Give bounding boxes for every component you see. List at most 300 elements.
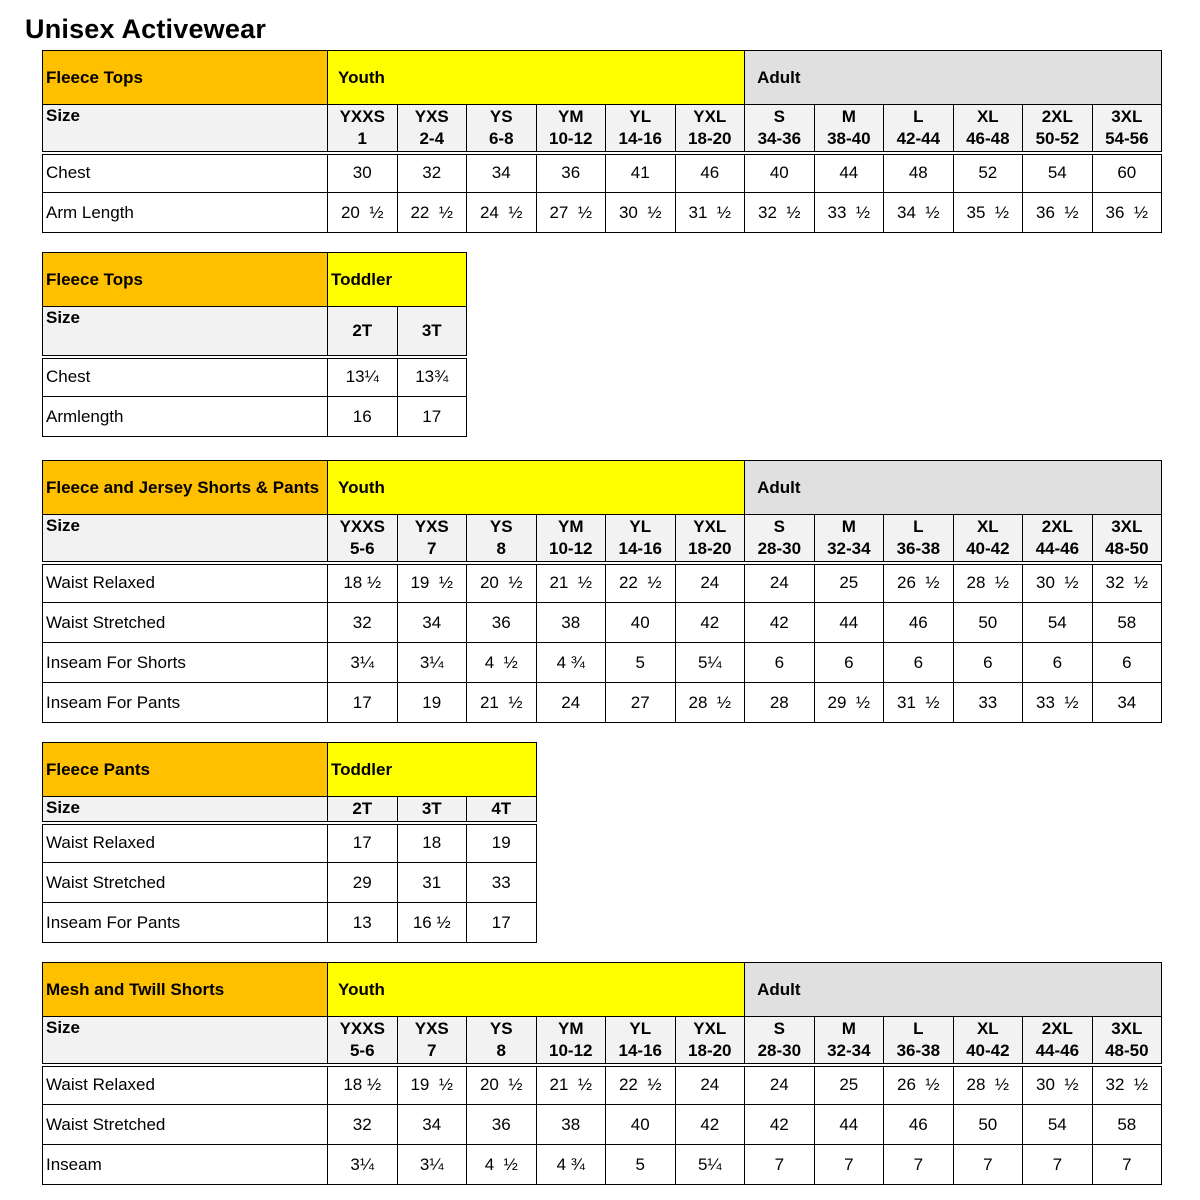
category-title: Fleece and Jersey Shorts & Pants [43, 461, 328, 515]
measurement-cell: 24 [675, 1065, 745, 1105]
table-row-waist-stretched [43, 863, 537, 903]
size-cell [1092, 105, 1162, 153]
size-range: 1 [357, 128, 367, 148]
measurement-cell: 60 [1092, 153, 1162, 193]
measurement-cell: 5¼ [675, 1145, 745, 1185]
measurement-cell: 3¼ [397, 1145, 467, 1185]
measurement-cell: 27 ½ [536, 193, 606, 233]
row-label: Inseam For Pants [43, 683, 328, 723]
measurement-cell: 6 [1023, 643, 1093, 683]
row-label: Waist Relaxed [43, 1065, 328, 1105]
size-cell [675, 1017, 745, 1065]
table-header-row [43, 51, 1162, 105]
measurement-cell: 32 [397, 153, 467, 193]
size-cell [1023, 1017, 1093, 1065]
size-range: 18-20 [688, 1040, 732, 1060]
size-range: 5-6 [349, 1040, 375, 1060]
size-label: Size [43, 515, 328, 563]
measurement-cell: 28 ½ [953, 563, 1023, 603]
measurement-cell: 7 [884, 1145, 954, 1185]
measurement-cell: 30 [328, 153, 398, 193]
measurement-cell: 38 [536, 1105, 606, 1145]
size-range: 46-48 [966, 128, 1010, 148]
size-chart-fleece-tops [42, 50, 1162, 233]
measurement-cell: 40 [606, 603, 676, 643]
measurement-cell: 13 [328, 903, 398, 943]
measurement-cell: 19 ½ [397, 563, 467, 603]
category-title: Fleece Pants [43, 743, 328, 797]
table-row-chest [43, 153, 1162, 193]
size-name: YXXS [339, 106, 385, 126]
size-cell [953, 105, 1023, 153]
youth-group-header: Youth [328, 51, 745, 105]
size-cell [745, 515, 815, 563]
size-range: 28-30 [757, 1040, 802, 1060]
size-cell [536, 1017, 606, 1065]
measurement-cell: 44 [814, 1105, 884, 1145]
table-row-waist-stretched [43, 1105, 1162, 1145]
measurement-cell: 48 [884, 153, 954, 193]
size-name: YXS [414, 106, 449, 126]
size-name: 2XL [1041, 106, 1073, 126]
measurement-cell: 32 [328, 603, 398, 643]
size-cell [397, 515, 467, 563]
measurement-cell: 3¼ [328, 643, 398, 683]
size-range: 32-34 [827, 538, 871, 558]
measurement-cell: 32 ½ [1092, 563, 1162, 603]
size-name: S [773, 106, 785, 126]
size-name: YXXS [339, 516, 385, 536]
measurement-cell: 7 [1092, 1145, 1162, 1185]
measurement-cell: 22 ½ [606, 1065, 676, 1105]
size-cell [397, 105, 467, 153]
measurement-cell: 33 ½ [814, 193, 884, 233]
measurement-cell: 34 [397, 603, 467, 643]
size-name: YL [629, 516, 652, 536]
measurement-cell: 4 ½ [467, 643, 537, 683]
measurement-cell: 17 [328, 683, 398, 723]
measurement-cell: 22 ½ [606, 563, 676, 603]
measurement-cell: 40 [745, 153, 815, 193]
size-cell [814, 1017, 884, 1065]
size-range: 7 [427, 1040, 437, 1060]
size-label: Size [43, 307, 328, 357]
measurement-cell: 6 [1092, 643, 1162, 683]
measurement-cell: 26 ½ [884, 563, 954, 603]
table-row-armlength [43, 397, 467, 437]
row-label: Inseam For Pants [43, 903, 328, 943]
measurement-cell: 25 [814, 563, 884, 603]
size-name: YL [629, 106, 652, 126]
size-range: 14-16 [618, 128, 662, 148]
measurement-cell: 6 [745, 643, 815, 683]
measurement-cell: 26 ½ [884, 1065, 954, 1105]
size-cell [467, 1017, 537, 1065]
size-cell [1023, 515, 1093, 563]
table-header-row [43, 253, 467, 307]
measurement-cell: 17 [328, 823, 398, 863]
measurement-cell: 6 [884, 643, 954, 683]
measurement-cell: 17 [467, 903, 537, 943]
size-cell [1092, 1017, 1162, 1065]
measurement-cell: 38 [536, 603, 606, 643]
toddler-group-header: Toddler [328, 253, 467, 307]
size-cell [397, 797, 467, 823]
row-label: Chest [43, 153, 328, 193]
measurement-cell: 18 ½ [328, 1065, 398, 1105]
measurement-cell: 19 ½ [397, 1065, 467, 1105]
size-range: 14-16 [618, 1040, 662, 1060]
size-chart-fleece-tops [42, 252, 467, 437]
size-cell [606, 1017, 676, 1065]
measurement-cell: 16 ½ [397, 903, 467, 943]
size-range: 38-40 [827, 128, 871, 148]
size-cell [397, 307, 467, 357]
size-cell [397, 1017, 467, 1065]
size-range: 8 [496, 538, 506, 558]
size-cell [745, 1017, 815, 1065]
measurement-cell: 20 ½ [467, 563, 537, 603]
size-cell [467, 105, 537, 153]
measurement-cell: 30 ½ [606, 193, 676, 233]
size-range: 10-12 [549, 538, 593, 558]
adult-group-header: Adult [745, 461, 1162, 515]
row-label: Inseam For Shorts [43, 643, 328, 683]
size-range: 48-50 [1105, 538, 1149, 558]
row-label: Inseam [43, 1145, 328, 1185]
category-title: Fleece Tops [43, 51, 328, 105]
size-range: 40-42 [966, 1040, 1010, 1060]
size-range: 34-36 [757, 128, 802, 148]
measurement-cell: 36 ½ [1023, 193, 1093, 233]
size-name: L [913, 106, 924, 126]
size-range: 36-38 [896, 1040, 941, 1060]
size-name: YXL [693, 516, 727, 536]
measurement-cell: 24 [745, 563, 815, 603]
size-name: 2XL [1041, 516, 1073, 536]
page-title: Unisex Activewear [25, 14, 267, 44]
size-cell [328, 307, 398, 357]
size-name: 3XL [1111, 1018, 1143, 1038]
measurement-cell: 5¼ [675, 643, 745, 683]
size-cell [328, 105, 398, 153]
measurement-cell: 28 ½ [675, 683, 745, 723]
size-cell [536, 515, 606, 563]
measurement-cell: 20 ½ [467, 1065, 537, 1105]
measurement-cell: 29 ½ [814, 683, 884, 723]
size-cell [814, 515, 884, 563]
size-name: M [841, 106, 856, 126]
size-cell [328, 1017, 398, 1065]
table-header-row [43, 743, 537, 797]
measurement-cell: 46 [884, 603, 954, 643]
size-name: 2T [352, 320, 373, 340]
size-cell [606, 105, 676, 153]
measurement-cell: 4 ¾ [536, 1145, 606, 1185]
size-name: 3T [421, 798, 442, 818]
measurement-cell: 34 [1092, 683, 1162, 723]
youth-group-header: Youth [328, 963, 745, 1017]
size-cell [467, 797, 537, 823]
row-label: Waist Stretched [43, 863, 328, 903]
row-label: Waist Stretched [43, 603, 328, 643]
size-name: 3T [421, 320, 442, 340]
table-row-waist-relaxed [43, 1065, 1162, 1105]
measurement-cell: 46 [884, 1105, 954, 1145]
size-label: Size [43, 797, 328, 823]
size-name: YM [558, 1018, 584, 1038]
size-range: 54-56 [1105, 128, 1149, 148]
size-range: 5-6 [349, 538, 375, 558]
measurement-cell: 7 [745, 1145, 815, 1185]
measurement-cell: 21 ½ [536, 1065, 606, 1105]
toddler-group-header: Toddler [328, 743, 537, 797]
category-title: Mesh and Twill Shorts [43, 963, 328, 1017]
table-row-waist-relaxed [43, 563, 1162, 603]
size-chart-fleece-pants [42, 742, 537, 943]
measurement-cell: 34 ½ [884, 193, 954, 233]
measurement-cell: 30 ½ [1023, 1065, 1093, 1105]
size-range: 10-12 [549, 1040, 593, 1060]
table-row-inseam-for-pants [43, 683, 1162, 723]
size-range: 18-20 [688, 128, 732, 148]
size-range: 10-12 [549, 128, 593, 148]
size-name: S [773, 1018, 785, 1038]
measurement-cell: 36 [467, 1105, 537, 1145]
measurement-cell: 42 [745, 603, 815, 643]
measurement-cell: 28 ½ [953, 1065, 1023, 1105]
size-range: 14-16 [618, 538, 662, 558]
measurement-cell: 35 ½ [953, 193, 1023, 233]
size-name: 3XL [1111, 516, 1143, 536]
size-name: XL [976, 106, 999, 126]
measurement-cell: 27 [606, 683, 676, 723]
measurement-cell: 50 [953, 1105, 1023, 1145]
measurement-cell: 17 [397, 397, 467, 437]
adult-group-header: Adult [745, 963, 1162, 1017]
table-row-waist-relaxed [43, 823, 537, 863]
size-cell [467, 515, 537, 563]
size-chart-fleece-and-jersey-shorts-pants [42, 460, 1162, 723]
table-row-arm-length [43, 193, 1162, 233]
size-range: 8 [496, 1040, 506, 1060]
measurement-cell: 19 [467, 823, 537, 863]
measurement-cell: 31 [397, 863, 467, 903]
measurement-cell: 54 [1023, 153, 1093, 193]
table-row-chest [43, 357, 467, 397]
measurement-cell: 33 ½ [1023, 683, 1093, 723]
measurement-cell: 54 [1023, 603, 1093, 643]
measurement-cell: 18 [397, 823, 467, 863]
measurement-cell: 33 [467, 863, 537, 903]
size-name: YM [558, 516, 584, 536]
table-header-row [43, 461, 1162, 515]
measurement-cell: 20 ½ [328, 193, 398, 233]
measurement-cell: 21 ½ [536, 563, 606, 603]
size-cell [675, 105, 745, 153]
size-name: L [913, 1018, 924, 1038]
size-range: 36-38 [896, 538, 941, 558]
size-name: YS [489, 516, 513, 536]
measurement-cell: 28 [745, 683, 815, 723]
size-cell [953, 1017, 1023, 1065]
size-range: 28-30 [757, 538, 802, 558]
size-name: M [841, 1018, 856, 1038]
size-name: XL [976, 516, 999, 536]
measurement-cell: 58 [1092, 603, 1162, 643]
measurement-cell: 4 ½ [467, 1145, 537, 1185]
measurement-cell: 7 [1023, 1145, 1093, 1185]
adult-group-header: Adult [745, 51, 1162, 105]
size-chart-mesh-and-twill-shorts [42, 962, 1162, 1185]
size-range: 50-52 [1035, 128, 1080, 148]
measurement-cell: 3¼ [328, 1145, 398, 1185]
size-name: YXL [693, 106, 727, 126]
measurement-cell: 25 [814, 1065, 884, 1105]
measurement-cell: 24 ½ [467, 193, 537, 233]
measurement-cell: 40 [606, 1105, 676, 1145]
measurement-cell: 34 [467, 153, 537, 193]
measurement-cell: 18 ½ [328, 563, 398, 603]
measurement-cell: 34 [397, 1105, 467, 1145]
size-cell [1023, 105, 1093, 153]
measurement-cell: 54 [1023, 1105, 1093, 1145]
measurement-cell: 13¾ [397, 357, 467, 397]
size-name: M [841, 516, 856, 536]
size-cell [675, 515, 745, 563]
size-name: YXXS [339, 1018, 385, 1038]
measurement-cell: 3¼ [397, 643, 467, 683]
measurement-cell: 33 [953, 683, 1023, 723]
size-cell [606, 515, 676, 563]
youth-group-header: Youth [328, 461, 745, 515]
size-range: 18-20 [688, 538, 732, 558]
size-name: YXS [414, 516, 449, 536]
measurement-cell: 44 [814, 153, 884, 193]
measurement-cell: 24 [745, 1065, 815, 1105]
size-cell [953, 515, 1023, 563]
size-name: L [913, 516, 924, 536]
size-range: 40-42 [966, 538, 1010, 558]
size-name: 3XL [1111, 106, 1143, 126]
size-name: YS [489, 1018, 513, 1038]
measurement-cell: 42 [675, 1105, 745, 1145]
row-label: Armlength [43, 397, 328, 437]
size-name: YXL [693, 1018, 727, 1038]
size-name: YS [489, 106, 513, 126]
size-range: 42-44 [896, 128, 941, 148]
size-range: 44-46 [1035, 1040, 1080, 1060]
measurement-cell: 6 [814, 643, 884, 683]
measurement-cell: 44 [814, 603, 884, 643]
table-row-inseam [43, 1145, 1162, 1185]
size-cell [884, 105, 954, 153]
size-cell [1092, 515, 1162, 563]
measurement-cell: 32 [328, 1105, 398, 1145]
measurement-cell: 16 [328, 397, 398, 437]
size-name: XL [976, 1018, 999, 1038]
measurement-cell: 7 [814, 1145, 884, 1185]
measurement-cell: 19 [397, 683, 467, 723]
measurement-cell: 4 ¾ [536, 643, 606, 683]
measurement-cell: 24 [536, 683, 606, 723]
size-cell [328, 515, 398, 563]
measurement-cell: 5 [606, 1145, 676, 1185]
row-label: Arm Length [43, 193, 328, 233]
measurement-cell: 6 [953, 643, 1023, 683]
size-cell [814, 105, 884, 153]
measurement-cell: 58 [1092, 1105, 1162, 1145]
measurement-cell: 36 [467, 603, 537, 643]
measurement-cell: 46 [675, 153, 745, 193]
measurement-cell: 22 ½ [397, 193, 467, 233]
measurement-cell: 30 ½ [1023, 563, 1093, 603]
size-name: YM [558, 106, 584, 126]
row-label: Waist Stretched [43, 1105, 328, 1145]
measurement-cell: 31 ½ [884, 683, 954, 723]
size-name: S [773, 516, 785, 536]
size-cell [328, 797, 398, 823]
row-label: Waist Relaxed [43, 563, 328, 603]
size-row [43, 1017, 1162, 1065]
size-row [43, 797, 537, 823]
size-cell [745, 105, 815, 153]
measurement-cell: 52 [953, 153, 1023, 193]
size-range: 2-4 [419, 128, 445, 148]
measurement-cell: 29 [328, 863, 398, 903]
measurement-cell: 50 [953, 603, 1023, 643]
measurement-cell: 31 ½ [675, 193, 745, 233]
measurement-cell: 42 [745, 1105, 815, 1145]
size-name: 4T [491, 798, 512, 818]
measurement-cell: 42 [675, 603, 745, 643]
row-label: Chest [43, 357, 328, 397]
category-title: Fleece Tops [43, 253, 328, 307]
measurement-cell: 24 [675, 563, 745, 603]
size-row [43, 105, 1162, 153]
size-range: 7 [427, 538, 437, 558]
measurement-cell: 41 [606, 153, 676, 193]
measurement-cell: 21 ½ [467, 683, 537, 723]
table-row-inseam-for-shorts [43, 643, 1162, 683]
measurement-cell: 32 ½ [745, 193, 815, 233]
table-header-row [43, 963, 1162, 1017]
measurement-cell: 36 ½ [1092, 193, 1162, 233]
size-name: 2XL [1041, 1018, 1073, 1038]
size-label: Size [43, 1017, 328, 1065]
table-row-waist-stretched [43, 603, 1162, 643]
measurement-cell: 32 ½ [1092, 1065, 1162, 1105]
size-range: 32-34 [827, 1040, 871, 1060]
size-cell [884, 515, 954, 563]
size-range: 6-8 [488, 128, 514, 148]
size-range: 48-50 [1105, 1040, 1149, 1060]
measurement-cell: 7 [953, 1145, 1023, 1185]
size-name: YXS [414, 1018, 449, 1038]
measurement-cell: 5 [606, 643, 676, 683]
size-name: 2T [352, 798, 373, 818]
table-row-inseam-for-pants [43, 903, 537, 943]
size-label: Size [43, 105, 328, 153]
row-label: Waist Relaxed [43, 823, 328, 863]
size-row [43, 515, 1162, 563]
measurement-cell: 13¼ [328, 357, 398, 397]
size-row [43, 307, 467, 357]
size-cell [884, 1017, 954, 1065]
size-name: YL [629, 1018, 652, 1038]
size-cell [536, 105, 606, 153]
measurement-cell: 36 [536, 153, 606, 193]
